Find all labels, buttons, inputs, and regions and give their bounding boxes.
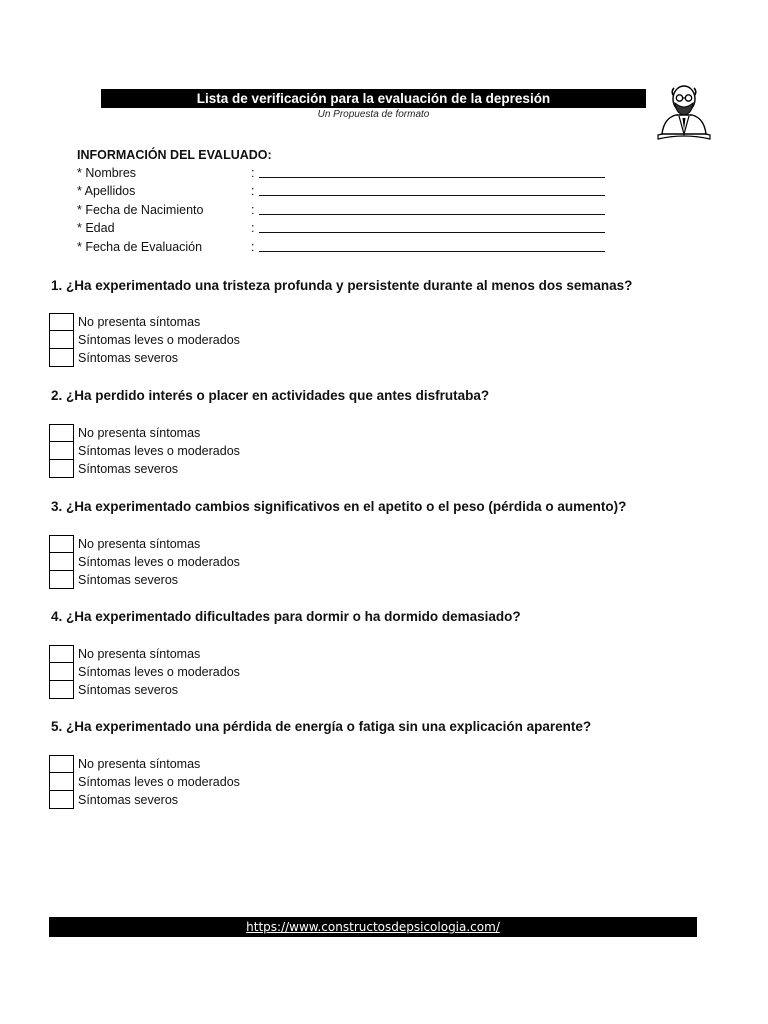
field-separator: : [251, 203, 255, 217]
field-label: * Apellidos [77, 184, 136, 198]
field-separator: : [251, 221, 255, 235]
field-label: * Fecha de Nacimiento [77, 203, 204, 217]
answer-checkbox[interactable] [49, 663, 74, 681]
answer-checkbox[interactable] [49, 331, 74, 349]
document-subtitle: Un Propuesta de formato [317, 109, 430, 120]
answer-checkbox[interactable] [49, 535, 74, 553]
field-input-line[interactable] [259, 195, 605, 196]
option-label: Síntomas leves o moderados [78, 775, 240, 789]
field-input-line[interactable] [259, 232, 605, 233]
field-label: * Nombres [77, 166, 137, 180]
answer-checkbox[interactable] [49, 424, 74, 442]
option-label: No presenta síntomas [78, 426, 201, 440]
option-label: Síntomas severos [78, 462, 179, 476]
question-2: 2. ¿Ha perdido interés o placer en actividades que antes disfrutaba? [51, 388, 490, 403]
answer-checkbox[interactable] [49, 571, 74, 589]
field-separator: : [251, 184, 255, 198]
footer-link[interactable]: https://www.constructosdepsicologia.com/ [246, 920, 500, 934]
answer-checkbox[interactable] [49, 349, 74, 367]
field-separator: : [251, 240, 255, 254]
option-label: Síntomas severos [78, 683, 179, 697]
psychologist-portrait-icon [654, 78, 714, 142]
question-1: 1. ¿Ha experimentado una tristeza profunda y persistente durante al menos dos semanas? [51, 278, 633, 293]
answer-checkbox[interactable] [49, 645, 74, 663]
field-input-line[interactable] [259, 177, 605, 178]
field-input-line[interactable] [259, 251, 605, 252]
option-label: No presenta síntomas [78, 647, 201, 661]
answer-checkbox[interactable] [49, 442, 74, 460]
option-label: Síntomas severos [78, 793, 179, 807]
answer-checkbox[interactable] [49, 773, 74, 791]
option-label: Síntomas leves o moderados [78, 665, 240, 679]
field-separator: : [251, 166, 255, 180]
option-label: Síntomas leves o moderados [78, 555, 240, 569]
option-label: Síntomas severos [78, 573, 179, 587]
option-label: Síntomas leves o moderados [78, 333, 240, 347]
option-label: No presenta síntomas [78, 537, 201, 551]
option-label: No presenta síntomas [78, 315, 201, 329]
info-heading: INFORMACIÓN DEL EVALUADO: [77, 148, 272, 162]
question-5: 5. ¿Ha experimentado una pérdida de energía o fatiga sin una explicación aparente? [51, 719, 592, 734]
footer-bar [49, 917, 697, 937]
question-3: 3. ¿Ha experimentado cambios significativos en el apetito o el peso (pérdida o aumento)? [51, 499, 627, 514]
document-title: Lista de verificación para la evaluación de la depresión [101, 89, 646, 108]
option-label: Síntomas leves o moderados [78, 444, 240, 458]
answer-checkbox[interactable] [49, 553, 74, 571]
answer-checkbox[interactable] [49, 681, 74, 699]
answer-checkbox[interactable] [49, 791, 74, 809]
answer-checkbox[interactable] [49, 460, 74, 478]
field-label: * Edad [77, 221, 115, 235]
option-label: No presenta síntomas [78, 757, 201, 771]
field-label: * Fecha de Evaluación [77, 240, 203, 254]
question-4: 4. ¿Ha experimentado dificultades para dormir o ha dormido demasiado? [51, 609, 521, 624]
field-input-line[interactable] [259, 214, 605, 215]
answer-checkbox[interactable] [49, 755, 74, 773]
option-label: Síntomas severos [78, 351, 179, 365]
answer-checkbox[interactable] [49, 313, 74, 331]
